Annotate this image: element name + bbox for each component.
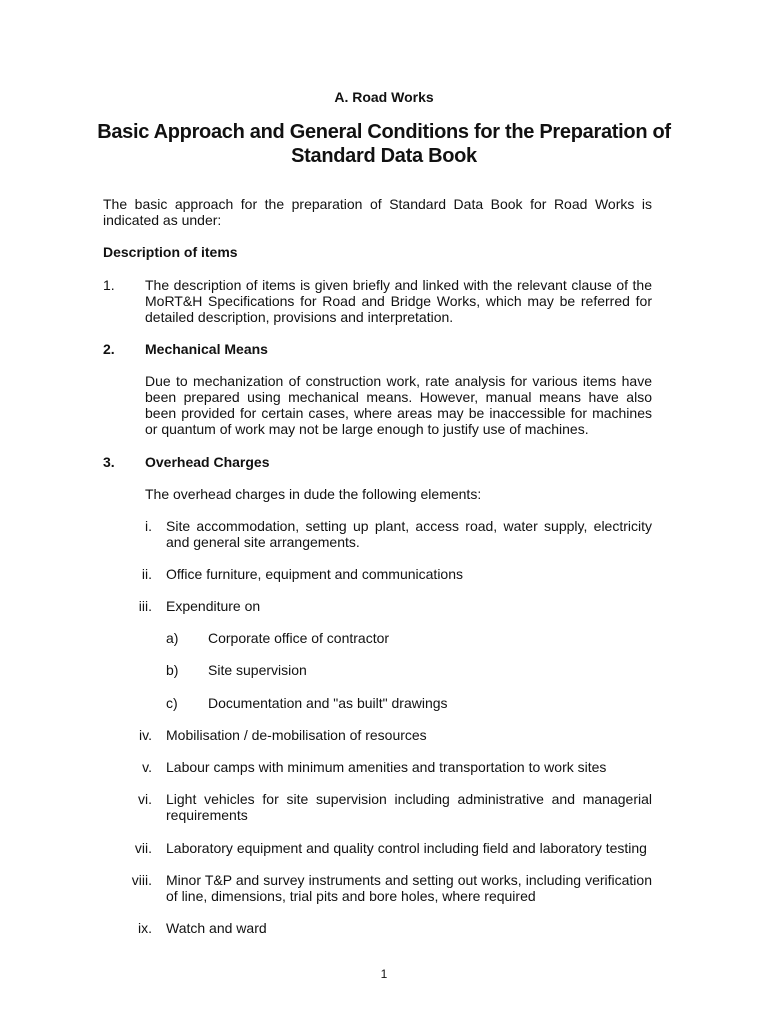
item-2-number: 2. (103, 341, 115, 357)
element-numeral: iii. (138, 598, 152, 614)
element-text: Light vehicles for site supervision including administrative and managerial requirements (166, 791, 652, 823)
element-text: Minor T&P and survey instruments and setting out works, including verification of line, dimensions, trial pits and bore holes, where required (166, 872, 652, 904)
section-label: A. Road Works (334, 89, 434, 105)
item-3-number: 3. (103, 454, 115, 470)
element-text: Watch and ward (166, 920, 267, 936)
item-1-text: The description of items is given briefly and linked with the relevant clause of the MoRT&H Specifications for Road and Bridge Works, which may be referred for detailed description, provisions and interpretation. (145, 277, 652, 325)
element-text: Office furniture, equipment and communications (166, 566, 464, 582)
item-3-heading: Overhead Charges (145, 454, 270, 470)
intro-paragraph: The basic approach for the preparation of Standard Data Book for Road Works is indicated as under: (103, 196, 652, 228)
element-text: Expenditure on (166, 598, 261, 614)
subitem-text: Documentation and "as built" drawings (208, 695, 448, 711)
element-numeral: i. (145, 518, 152, 534)
element-text: Labour camps with minimum amenities and transportation to work sites (166, 759, 607, 775)
element-numeral: ix. (138, 920, 152, 936)
item-3-intro: The overhead charges in dude the following elements: (145, 486, 482, 502)
element-text: Site accommodation, setting up plant, access road, water supply, electricity and general site arrangements. (166, 518, 652, 550)
title-line-2: Standard Data Book (291, 145, 477, 167)
subitem-letter: a) (166, 630, 179, 646)
item-1-number: 1. (103, 277, 115, 293)
item-2-heading: Mechanical Means (145, 341, 268, 357)
element-numeral: vii. (134, 840, 152, 856)
page-number: 1 (380, 967, 388, 981)
subitem-text: Corporate office of contractor (208, 630, 390, 646)
element-numeral: viii. (131, 872, 152, 888)
element-numeral: v. (142, 759, 152, 775)
subitem-letter: c) (166, 695, 178, 711)
subitem-letter: b) (166, 662, 179, 678)
element-numeral: iv. (139, 727, 152, 743)
element-numeral: vi. (138, 791, 152, 807)
title-line-1: Basic Approach and General Conditions for the Preparation of (97, 121, 671, 143)
page-title (60, 120, 708, 168)
element-text: Laboratory equipment and quality control including field and laboratory testing (166, 840, 647, 856)
element-numeral: ii. (141, 566, 152, 582)
subitem-text: Site supervision (208, 662, 307, 678)
item-2-text: Due to mechanization of construction work, rate analysis for various items have been prepared using mechanical means. However, manual means have also been provided for certain cases, where areas may be inaccessible for machines or quantum of work may not be large enough to justify use of machines. (145, 373, 652, 437)
description-heading: Description of items (103, 244, 238, 260)
element-text: Mobilisation / de-mobilisation of resources (166, 727, 427, 743)
